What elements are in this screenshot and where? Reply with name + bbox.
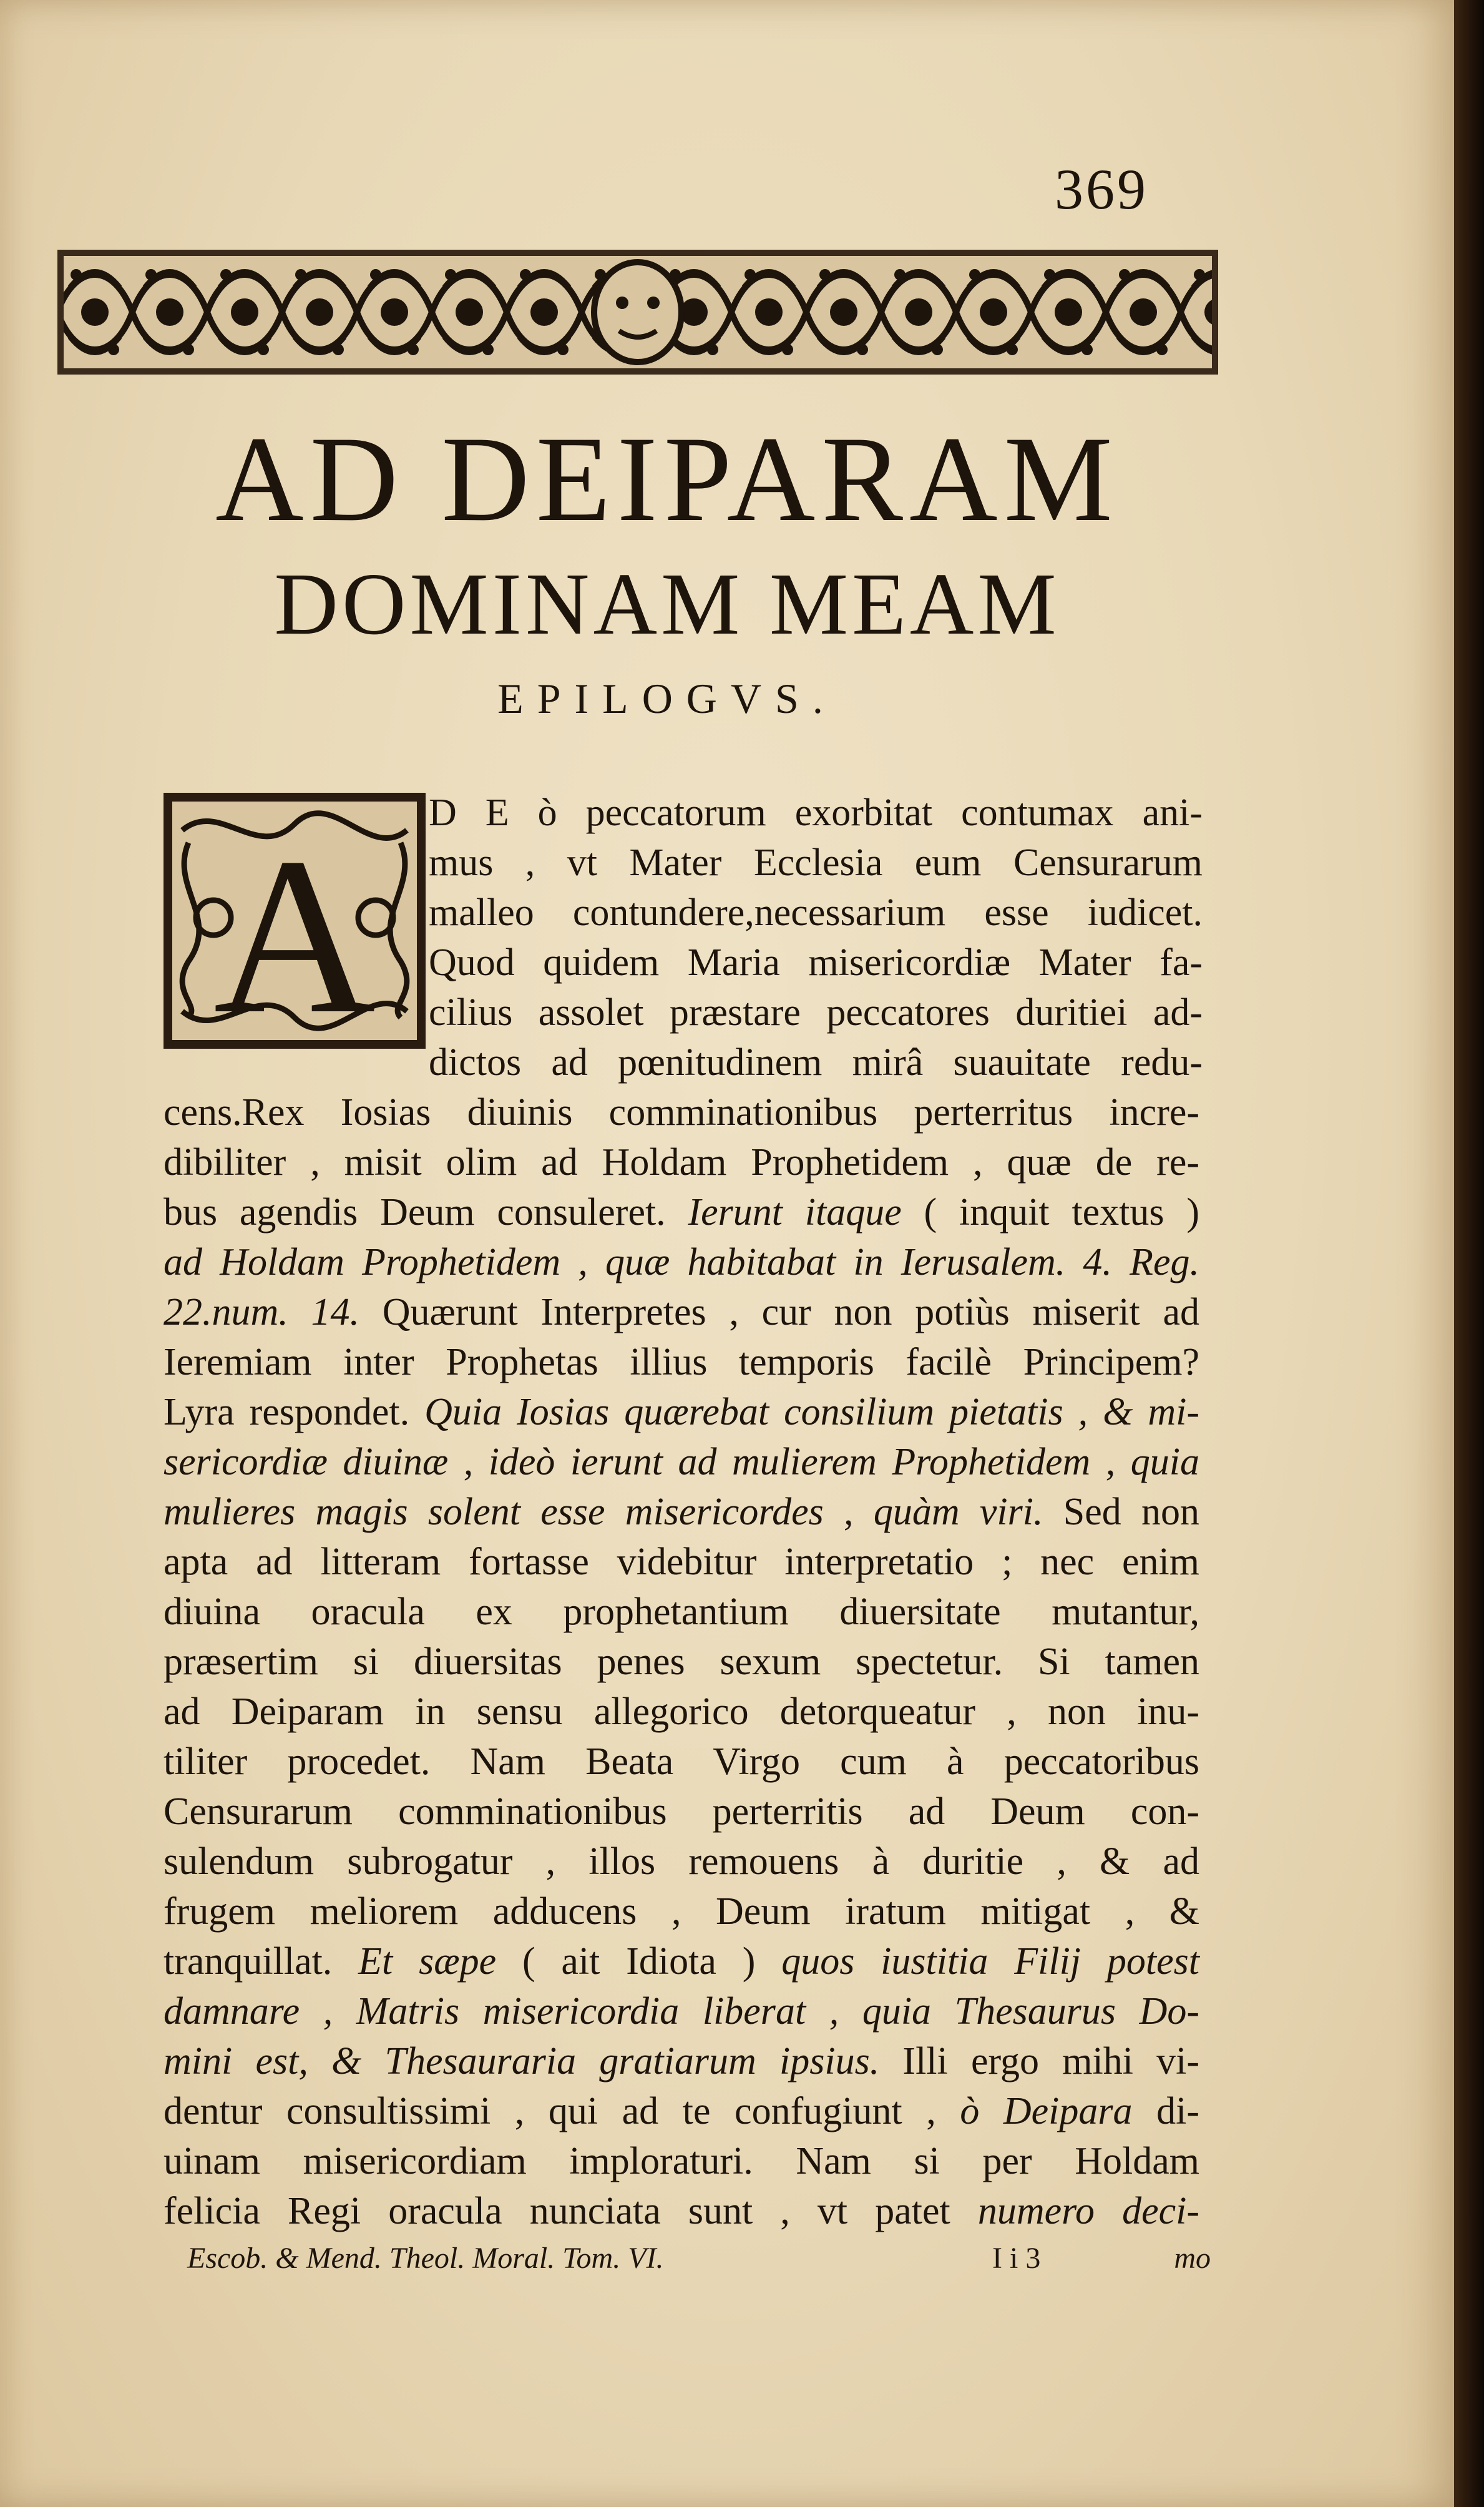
text-line: felicia Regi oracula nunciata sunt , vt patet numero deci- [164,2190,1199,2232]
text-line: sulendum subrogatur , illos remouens à duritie , & ad [164,1840,1199,1883]
text-line: D E ò peccatorum exorbitat contumax ani- [429,792,1203,834]
text-line: dibiliter , misit olim ad Holdam Prophetidem , quæ de re- [164,1141,1199,1184]
text-line: dictos ad pœnitudinem mirâ suauitate redu- [429,1041,1203,1084]
text-line: uinam misericordiam imploraturi. Nam si per Holdam [164,2140,1199,2182]
text-line: ad Holdam Prophetidem , quæ habitabat in Ierusalem. 4. Reg. [164,1241,1199,1283]
running-signature: Escob. & Mend. Theol. Moral. Tom. VI. [187,2242,664,2275]
text-line: tiliter procedet. Nam Beata Virgo cum à peccatoribus [164,1740,1199,1783]
title-line-3: EPILOGVS. [497,675,837,722]
text-line: Quod quidem Maria misericordiæ Mater fa- [429,941,1203,984]
page-number: 369 [1055,157,1148,221]
page-footer [187,2241,1211,2279]
book-edge-shadow [1454,0,1484,2507]
text-line: mulieres magis solent esse misericordes , quàm viri. Sed non [164,1491,1199,1533]
text-line: mus , vt Mater Ecclesia eum Censurarum [429,841,1203,884]
text-line: Ieremiam inter Prophetas illius temporis facilè Principem? [164,1341,1199,1383]
text-line: tranquillat. Et sæpe ( ait Idiota ) quos iustitia Filij potest [164,1940,1199,1983]
text-line: ad Deiparam in sensu allegorico detorqueatur , non inu- [164,1690,1199,1733]
text-line: apta ad litteram fortasse videbitur interpretatio ; nec enim [164,1541,1199,1583]
drop-cap-letter: A [213,811,376,1049]
text-line: bus agendis Deum consuleret. Ierunt itaque ( inquit textus ) [164,1191,1199,1234]
text-line: cilius assolet præstare peccatores duritiei ad- [429,991,1203,1034]
catchword: mo [1174,2242,1211,2275]
text-line: Censurarum comminationibus perterritis ad Deum con- [164,1790,1199,1833]
text-line: 22.num. 14. Quærunt Interpretes , cur non potiùs miserit ad [164,1291,1199,1333]
text-line: dentur consultissimi , qui ad te confugiunt , ò Deipara di- [164,2090,1199,2132]
title-line-2: DOMINAM MEAM [274,554,1060,653]
text-line: sericordiæ diuinæ , ideò ierunt ad mulierem Prophetidem , quia [164,1441,1199,1483]
text-line: damnare , Matris misericordia liberat , quia Thesaurus Do- [164,1990,1199,2033]
gathering-mark: I i 3 [992,2242,1041,2275]
title-line-1: AD DEIPARAM [215,411,1119,547]
ornamental-drop-cap [164,793,426,1049]
text-line: mini est, & Thesauraria gratiarum ipsius. Illi ergo mihi vi- [164,2040,1200,2083]
text-line: diuina oracula ex prophetantium diuersitate mutantur, [164,1591,1199,1633]
text-line: Lyra respondet. Quia Iosias quærebat consilium pietatis , & mi- [164,1391,1200,1433]
text-line: præsertim si diuersitas penes sexum spectetur. Si tamen [164,1641,1199,1683]
text-line: frugem meliorem adducens , Deum iratum mitigat , & [164,1890,1199,1933]
ornamental-headpiece-icon [57,250,1218,375]
text-line: cens.Rex Iosias diuinis comminationibus perterritus incre- [164,1091,1199,1134]
text-line: malleo contundere,necessarium esse iudicet. [429,891,1203,934]
